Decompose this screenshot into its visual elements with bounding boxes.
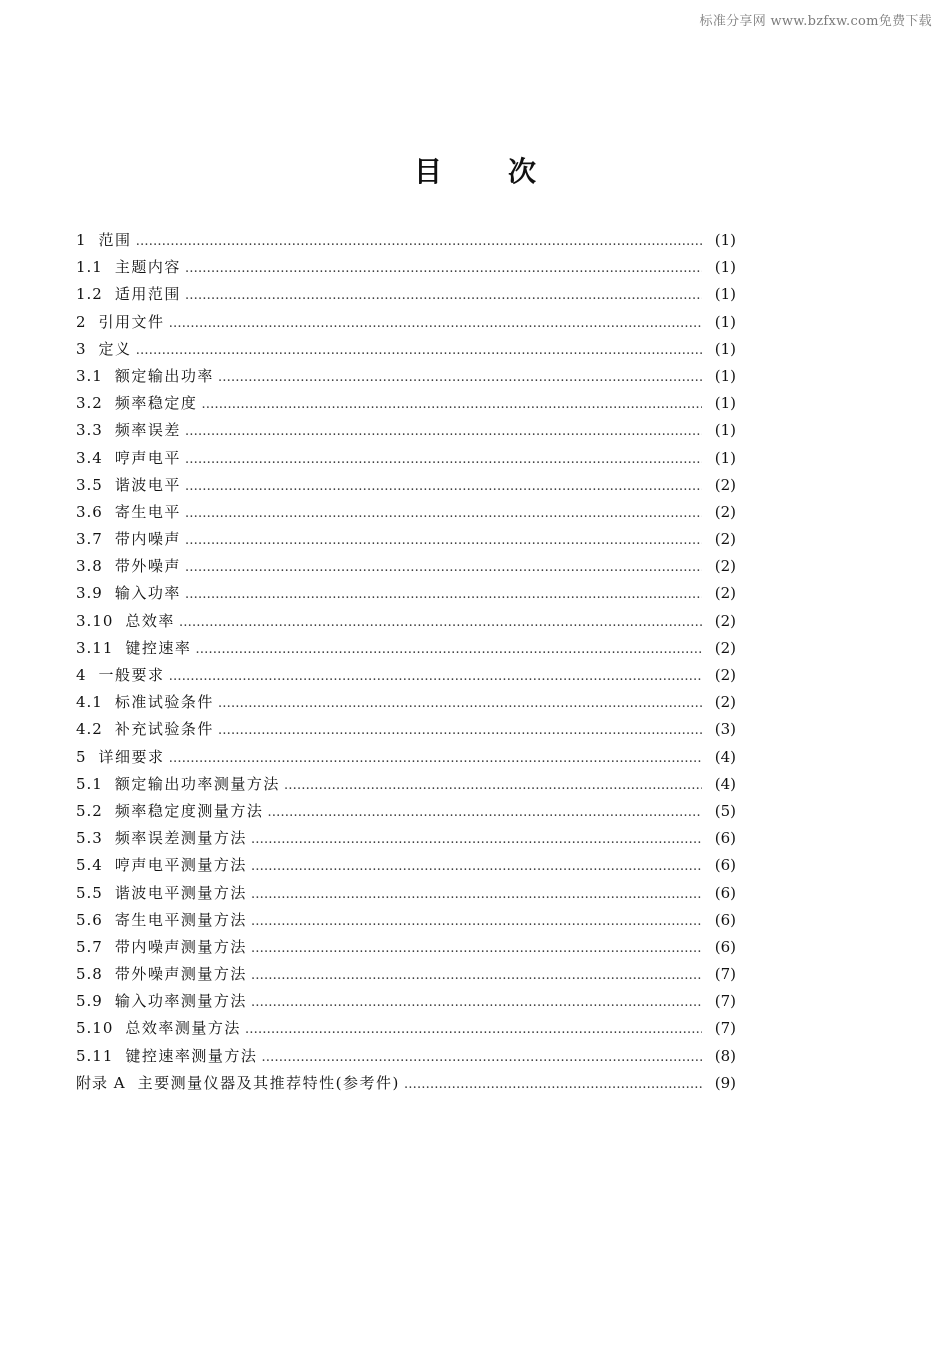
toc-entry-page: (2) (714, 475, 736, 494)
toc-entry[interactable] (76, 553, 736, 580)
toc-leader-dots (185, 527, 702, 554)
toc-entry-title: 输入功率 (114, 584, 181, 603)
toc-entry-title: 一般要求 (98, 666, 165, 684)
toc-entry-page: (2) (714, 693, 736, 712)
toc-leader-dots (251, 881, 702, 908)
toc-entry[interactable] (76, 1043, 736, 1070)
toc-entry-number: 3.8 (76, 557, 103, 576)
toc-entry[interactable] (76, 825, 736, 852)
toc-entry-page: (7) (714, 965, 736, 984)
toc-entry-number: 3.9 (76, 584, 103, 603)
toc-leader-dots (195, 636, 702, 663)
toc-entry-page: (6) (714, 910, 736, 929)
toc-entry-number: 5.10 (76, 1019, 114, 1038)
toc-leader-dots (169, 663, 702, 690)
toc-entry-title: 引用文件 (98, 312, 165, 331)
toc-entry-number: 3.3 (76, 421, 103, 440)
toc-entry-page: (2) (714, 502, 736, 521)
toc-entry-title: 详细要求 (98, 747, 165, 766)
toc-entry-number: 5.5 (76, 883, 103, 902)
toc-entry-title: 适用范围 (114, 285, 181, 304)
toc-entry[interactable] (76, 1015, 736, 1042)
toc-entry[interactable] (76, 227, 736, 254)
toc-entry-page: (1) (714, 339, 736, 358)
toc-entry-page: (6) (714, 883, 736, 902)
toc-entry-page: (2) (714, 584, 736, 603)
toc-entry[interactable] (76, 472, 736, 499)
toc-entry[interactable] (76, 281, 736, 308)
toc-leader-dots (185, 418, 702, 445)
toc-entry[interactable] (76, 499, 736, 526)
toc-entry-page: (1) (714, 394, 736, 413)
toc-leader-dots (251, 908, 702, 935)
toc-entry-title: 补充试验条件 (114, 720, 214, 739)
toc-leader-dots (201, 391, 702, 418)
toc-leader-dots (185, 473, 702, 500)
toc-entry-title: 标准试验条件 (114, 693, 214, 712)
toc-entry-title: 键控速率测量方法 (125, 1046, 258, 1065)
page-title-char-1: 目 (413, 155, 442, 188)
toc-entry-appendix[interactable] (76, 1070, 736, 1097)
toc-entry-number: 3.1 (76, 366, 103, 385)
toc-entry-number: 5.9 (76, 992, 103, 1011)
toc-entry-title: 主题内容 (114, 258, 181, 277)
toc-entry[interactable] (76, 689, 736, 716)
toc-leader-dots (185, 255, 702, 282)
toc-entry-page: (1) (714, 448, 736, 467)
toc-entry-number: 2 (76, 312, 87, 331)
page-title (0, 150, 950, 190)
toc-entry-page: (7) (714, 1019, 736, 1038)
toc-entry-title: 哼声电平 (114, 448, 181, 467)
toc-entry-title: 带内噪声测量方法 (114, 937, 247, 956)
toc-entry[interactable] (76, 934, 736, 961)
toc-leader-dots (261, 1044, 702, 1071)
toc-entry-title: 频率误差 (114, 421, 181, 440)
toc-entry-number: 5.7 (76, 937, 103, 956)
toc-leader-dots (169, 745, 702, 772)
toc-leader-dots (404, 1071, 702, 1098)
toc-entry-title: 主要测量仪器及其推荐特性(参考件) (137, 1073, 400, 1092)
toc-entry-page: (1) (714, 421, 736, 440)
toc-entry-page: (1) (714, 312, 736, 331)
toc-entry[interactable] (76, 254, 736, 281)
toc-leader-dots (136, 337, 702, 364)
toc-entry[interactable] (76, 852, 736, 879)
toc-entry-number: 3.11 (76, 638, 114, 657)
toc-entry-number: 附录 A (76, 1073, 126, 1092)
toc-entry[interactable] (76, 526, 736, 553)
toc-entry-number: 1 (76, 231, 87, 249)
toc-entry-page: (1) (714, 231, 736, 249)
toc-leader-dots (267, 799, 702, 826)
toc-entry-title: 额定输出功率 (114, 366, 214, 385)
toc-entry[interactable] (76, 635, 736, 662)
toc-leader-dots (185, 581, 702, 608)
toc-entry-number: 3.6 (76, 502, 103, 521)
toc-entry-title: 带外噪声测量方法 (114, 965, 247, 984)
toc-entry-page: (2) (714, 557, 736, 576)
toc-entry[interactable] (76, 390, 736, 417)
toc-entry-number: 1.1 (76, 258, 103, 277)
toc-entry[interactable] (76, 417, 736, 444)
toc-entry-page: (1) (714, 258, 736, 277)
toc-entry-page: (4) (714, 747, 736, 766)
toc-entry-number: 4 (76, 666, 87, 684)
toc-entry-title: 额定输出功率测量方法 (114, 774, 280, 793)
toc-leader-dots (185, 446, 702, 473)
toc-entry-page: (1) (714, 366, 736, 385)
page-title-char-2: 次 (508, 155, 537, 188)
toc-leader-dots (218, 690, 702, 717)
toc-leader-dots (169, 310, 702, 337)
toc-leader-dots (185, 554, 702, 581)
toc-entry-number: 4.1 (76, 693, 103, 712)
toc-entry-page: (4) (714, 774, 736, 793)
toc-entry-page: (1) (714, 285, 736, 304)
toc-entry[interactable] (76, 336, 736, 363)
toc-entry-title: 总效率测量方法 (125, 1019, 241, 1038)
toc-entry-title: 输入功率测量方法 (114, 992, 247, 1011)
toc-entry-number: 5.4 (76, 856, 103, 875)
toc-entry[interactable] (76, 907, 736, 934)
toc-entry-title: 总效率 (125, 611, 175, 630)
toc-entry[interactable] (76, 608, 736, 635)
toc-entry-page: (2) (714, 638, 736, 657)
toc-leader-dots (136, 228, 702, 255)
toc-entry-title: 寄生电平 (114, 502, 181, 521)
toc-entry-number: 5.6 (76, 910, 103, 929)
toc-entry-number: 3.2 (76, 394, 103, 413)
toc-entry-number: 3.5 (76, 475, 103, 494)
toc-entry-title: 寄生电平测量方法 (114, 910, 247, 929)
toc-leader-dots (218, 717, 702, 744)
toc-leader-dots (251, 989, 702, 1016)
toc-entry-number: 3.4 (76, 448, 103, 467)
toc-entry-title: 频率误差测量方法 (114, 829, 247, 848)
toc-entry-title: 键控速率 (125, 638, 192, 657)
toc-entry-page: (6) (714, 937, 736, 956)
toc-entry[interactable] (76, 988, 736, 1015)
toc-leader-dots (251, 962, 702, 989)
toc-entry-page: (3) (714, 720, 736, 739)
toc-leader-dots (185, 282, 702, 309)
toc-entry-title: 带外噪声 (114, 557, 181, 576)
toc-entry[interactable] (76, 363, 736, 390)
toc-entry-title: 频率稳定度测量方法 (114, 801, 264, 820)
toc-entry-page: (8) (714, 1046, 736, 1065)
watermark-text: 标准分享网 www.bzfxw.com免费下载 (699, 14, 932, 29)
toc-entry[interactable] (76, 771, 736, 798)
toc-entry-number: 5.8 (76, 965, 103, 984)
toc-entry-number: 5.11 (76, 1046, 114, 1065)
toc-entry[interactable] (76, 580, 736, 607)
toc-entry[interactable] (76, 309, 736, 336)
toc-entry-number: 3 (76, 339, 87, 358)
toc-entry[interactable] (76, 798, 736, 825)
toc-leader-dots (251, 853, 702, 880)
table-of-contents (76, 227, 736, 1097)
toc-entry-page: (7) (714, 992, 736, 1011)
toc-entry[interactable] (76, 880, 736, 907)
toc-entry[interactable] (76, 961, 736, 988)
toc-leader-dots (251, 826, 702, 853)
toc-entry-title: 谐波电平 (114, 475, 181, 494)
toc-entry-title: 范围 (98, 231, 132, 249)
toc-entry-title: 定义 (98, 339, 132, 358)
toc-leader-dots (245, 1016, 702, 1043)
toc-entry-page: (9) (714, 1073, 736, 1092)
toc-entry-title: 频率稳定度 (114, 394, 198, 413)
toc-entry-title: 带内噪声 (114, 530, 181, 549)
toc-entry-title: 哼声电平测量方法 (114, 856, 247, 875)
toc-entry-page: (6) (714, 856, 736, 875)
toc-entry-number: 5.1 (76, 774, 103, 793)
toc-entry-title: 谐波电平测量方法 (114, 883, 247, 902)
toc-leader-dots (185, 500, 702, 527)
toc-entry[interactable] (76, 445, 736, 472)
toc-leader-dots (284, 772, 702, 799)
toc-entry[interactable] (76, 716, 736, 743)
toc-entry-number: 1.2 (76, 285, 103, 304)
toc-entry-number: 4.2 (76, 720, 103, 739)
toc-entry-page: (6) (714, 829, 736, 848)
toc-leader-dots (179, 609, 702, 636)
toc-entry-page: (2) (714, 666, 736, 684)
toc-entry-number: 5.2 (76, 801, 103, 820)
toc-entry-page: (2) (714, 611, 736, 630)
toc-entry-page: (2) (714, 530, 736, 549)
toc-entry[interactable] (76, 662, 736, 689)
toc-entry-number: 5.3 (76, 829, 103, 848)
toc-entry-number: 3.7 (76, 530, 103, 549)
toc-leader-dots (218, 364, 702, 391)
toc-entry[interactable] (76, 744, 736, 771)
toc-leader-dots (251, 935, 702, 962)
toc-entry-page: (5) (714, 801, 736, 820)
toc-entry-number: 3.10 (76, 611, 114, 630)
toc-entry-number: 5 (76, 747, 87, 766)
